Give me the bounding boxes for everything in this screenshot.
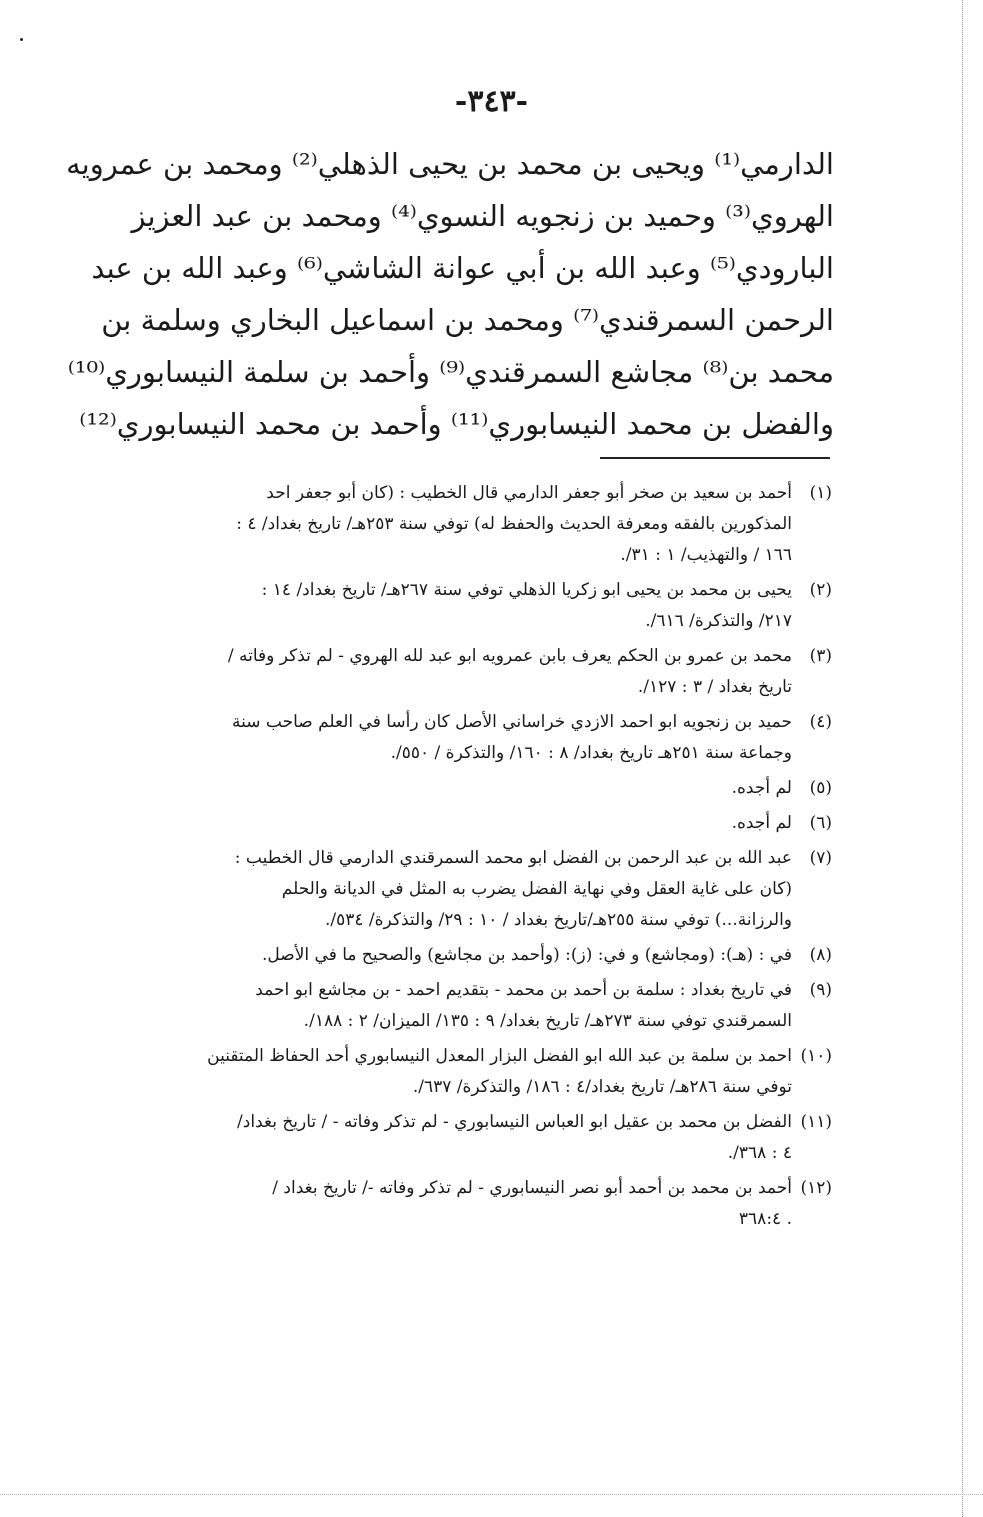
footnote-item: [164, 975, 832, 1037]
footnote-line: السمرقندي توفي سنة ٢٧٣هـ/ تاريخ بغداد/ ٩ : ١٣٥/ الميزان/ ٢ : ١٨٨/.: [303, 1011, 792, 1031]
main-text-line: والفضل بن محمد النيسابوري⁽¹¹⁾ وأحمد بن محمد النيسابوري⁽¹²⁾: [79, 407, 834, 441]
footnote-line: (كان على غاية العقل وفي نهاية الفضل يضرب به المثل في الديانة والحلم: [281, 879, 792, 899]
footnote-divider: [600, 457, 830, 459]
footnotes-section: [164, 478, 832, 1239]
main-text-line: الدارمي⁽¹⁾ ويحيى بن محمد بن يحيى الذهلي⁽²⁾ ومحمد بن عمرويه: [66, 147, 834, 181]
main-text: [66, 138, 834, 450]
footnote-line: ١٦٦ / والتهذيب/ ١ : ٣١/.: [620, 545, 792, 565]
footnote-line: عبد الله بن عبد الرحمن بن الفضل ابو محمد السمرقندي الدارمي قال الخطيب :: [234, 848, 792, 868]
footnote-number: (٥): [809, 778, 832, 798]
footnote-line: توفي سنة ٢٨٦هـ/ تاريخ بغداد/٤ : ١٨٦/ والتذكرة/ ٦٣٧/.: [412, 1077, 792, 1097]
footnote-item: [164, 843, 832, 936]
page-number: -٣٤٣-: [454, 84, 529, 119]
footnote-line: . ٣٦٨:٤: [738, 1209, 792, 1229]
footnote-line: المذكورين بالفقه ومعرفة الحديث والحفظ له) توفي سنة ٢٥٣هـ/ تاريخ بغداد/ ٤ :: [236, 514, 792, 534]
scan-edge-right: [962, 0, 963, 1517]
footnote-line: أحمد بن محمد بن أحمد أبو نصر النيسابوري - لم تذكر وفاته -/ تاريخ بغداد /: [272, 1178, 792, 1198]
footnote-item: [164, 478, 832, 571]
footnote-item: [164, 1173, 832, 1235]
main-text-line: البارودي⁽⁵⁾ وعبد الله بن أبي عوانة الشاشي⁽⁶⁾ وعبد الله بن عبد: [91, 251, 834, 285]
footnote-number: (١٢): [800, 1178, 832, 1198]
footnote-line: لم أجده.: [731, 813, 792, 833]
footnote-number: (١١): [800, 1112, 832, 1132]
footnote-line: تاريخ بغداد / ٣ : ١٢٧/.: [637, 677, 792, 697]
footnote-number: (٤): [809, 712, 832, 732]
footnote-number: (٢): [809, 580, 832, 600]
footnote-line: ٢١٧/ والتذكرة/ ٦١٦/.: [645, 611, 792, 631]
footnote-item: [164, 773, 832, 804]
footnote-line: وجماعة سنة ٢٥١هـ تاريخ بغداد/ ٨ : ١٦٠/ والتذكرة / ٥٥٠/.: [390, 743, 792, 763]
footnote-number: (٦): [809, 813, 832, 833]
footnote-item: [164, 641, 832, 703]
footnote-line: حميد بن زنجويه ابو احمد الازدي خراساني الأصل كان رأسا في العلم صاحب سنة: [231, 712, 792, 732]
footnote-item: [164, 707, 832, 769]
footnote-line: ٤ : ٣٦٨/.: [727, 1143, 792, 1163]
footnote-line: محمد بن عمرو بن الحكم يعرف بابن عمرويه ابو عبد لله الهروي - لم تذكر وفاته /: [227, 646, 792, 666]
main-text-line: الرحمن السمرقندي⁽⁷⁾ ومحمد بن اسماعيل البخاري وسلمة بن: [101, 303, 834, 337]
main-text-line: محمد بن⁽⁸⁾ مجاشع السمرقندي⁽⁹⁾ وأحمد بن سلمة النيسابوري⁽¹⁰⁾: [67, 355, 834, 389]
main-text-line: الهروي⁽³⁾ وحميد بن زنجويه النسوي⁽⁴⁾ ومحمد بن عبد العزيز: [131, 199, 834, 233]
footnote-line: احمد بن سلمة بن عبد الله ابو الفضل البزار المعدل النيسابوري أحد الحفاظ المتقنين: [207, 1046, 792, 1066]
footnote-item: [164, 940, 832, 971]
footnote-item: [164, 808, 832, 839]
footnote-line: يحيى بن محمد بن يحيى ابو زكريا الذهلي توفي سنة ٢٦٧هـ/ تاريخ بغداد/ ١٤ :: [261, 580, 792, 600]
footnote-line: في : (هـ): (ومجاشع) و في: (ز): (وأحمد بن مجاشع) والصحيح ما في الأصل.: [262, 945, 792, 965]
footnote-number: (١): [809, 483, 832, 503]
footnote-number: (٧): [809, 848, 832, 868]
footnote-item: [164, 1107, 832, 1169]
footnote-item: [164, 575, 832, 637]
footnote-number: (٩): [809, 980, 832, 1000]
footnote-line: أحمد بن سعيد بن صخر أبو جعفر الدارمي قال الخطيب : (كان أبو جعفر احد: [266, 483, 792, 503]
footnote-line: في تاريخ بغداد : سلمة بن أحمد بن محمد - بتقديم احمد - بن مجاشع ابو احمد: [255, 980, 792, 1000]
footnote-item: [164, 1041, 832, 1103]
footnote-number: (٨): [809, 945, 832, 965]
scan-speck: [20, 38, 23, 41]
footnote-number: (١٠): [800, 1046, 832, 1066]
scan-edge-bottom: [0, 1494, 983, 1495]
footnote-number: (٣): [809, 646, 832, 666]
footnote-line: لم أجده.: [731, 778, 792, 798]
footnote-line: والرزانة...) توفي سنة ٢٥٥هـ/تاريخ بغداد / ١٠ : ٢٩/ والتذكرة/ ٥٣٤/.: [324, 910, 792, 930]
footnote-line: الفضل بن محمد بن عقيل ابو العباس النيسابوري - لم تذكر وفاته - / تاريخ بغداد/: [237, 1112, 792, 1132]
